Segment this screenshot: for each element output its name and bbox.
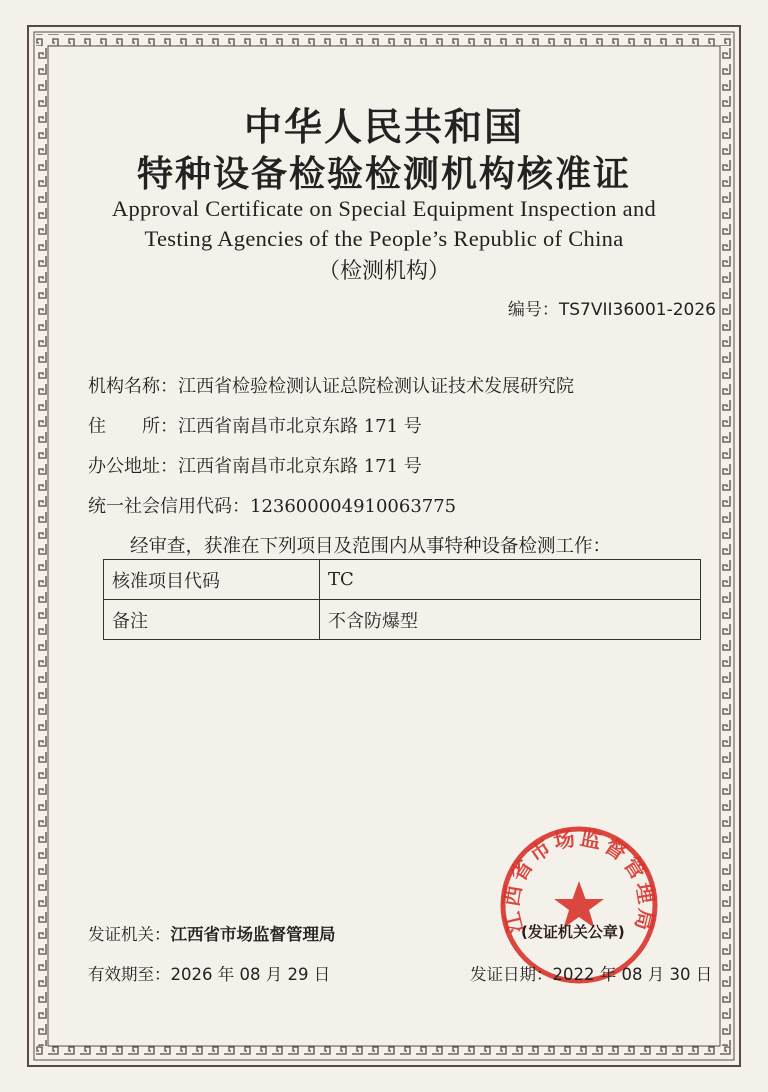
scope-code-value: TC (320, 560, 701, 600)
office-address-value: 江西省南昌市北京东路 171 号 (178, 456, 422, 477)
approval-intro: 经审查，获准在下列项目及范围内从事特种设备检测工作： (130, 536, 612, 557)
office-address-row (88, 452, 422, 478)
validity-value: 2026 年 08 月 29 日 (170, 965, 331, 984)
issue-date-value: 2022 年 08 月 30 日 (552, 965, 713, 984)
title-cn-line1: 中华人民共和国 (243, 105, 524, 149)
office-address-label: 办公地址： (88, 456, 178, 477)
validity-row (88, 961, 330, 985)
scope-remark-label: 备注 (104, 600, 320, 640)
agency-name-row (88, 372, 574, 398)
scope-table (103, 559, 701, 640)
title-en-line1: Approval Certificate on Special Equipment Inspection and (111, 196, 657, 221)
table-row (104, 600, 701, 640)
title-en-line2: Testing Agencies of the People’s Republic of China (144, 226, 624, 251)
issue-date-row (470, 961, 712, 985)
scope-remark-value: 不含防爆型 (320, 600, 701, 640)
agency-name-value: 江西省检验检测认证总院检测认证技术发展研究院 (178, 376, 574, 397)
seal-ring-text: 江西省市场监督管理局 (499, 825, 659, 936)
credit-code-row (88, 492, 456, 518)
title-cn-line2: 特种设备检验检测机构核准证 (136, 154, 631, 195)
agency-name-label: 机构名称： (88, 376, 178, 397)
validity-label: 有效期至： (88, 965, 171, 984)
scope-code-label: 核准项目代码 (104, 560, 320, 600)
address-row (88, 412, 422, 438)
issuer-label: 发证机关： (88, 925, 171, 944)
table-row (104, 560, 701, 600)
certificate-number (508, 295, 716, 320)
credit-code-value: 12360000491006377​5 (250, 496, 457, 517)
certificate-subtype: （检测机构） (317, 259, 450, 284)
issue-date-label: 发证日期： (470, 965, 553, 984)
certificate-number-value: TS7VII36001-2026 (558, 300, 716, 320)
certificate-number-label: 编号： (507, 300, 559, 320)
seal-caption: (发证机关公章) (521, 923, 625, 941)
issuer-value: 江西省市场监督管理局 (170, 925, 336, 944)
credit-code-label: 统一社会信用代码： (88, 496, 250, 517)
address-label: 住 所： (88, 416, 178, 437)
issuer-row (88, 921, 336, 945)
address-value: 江西省南昌市北京东路 171 号 (178, 416, 422, 437)
